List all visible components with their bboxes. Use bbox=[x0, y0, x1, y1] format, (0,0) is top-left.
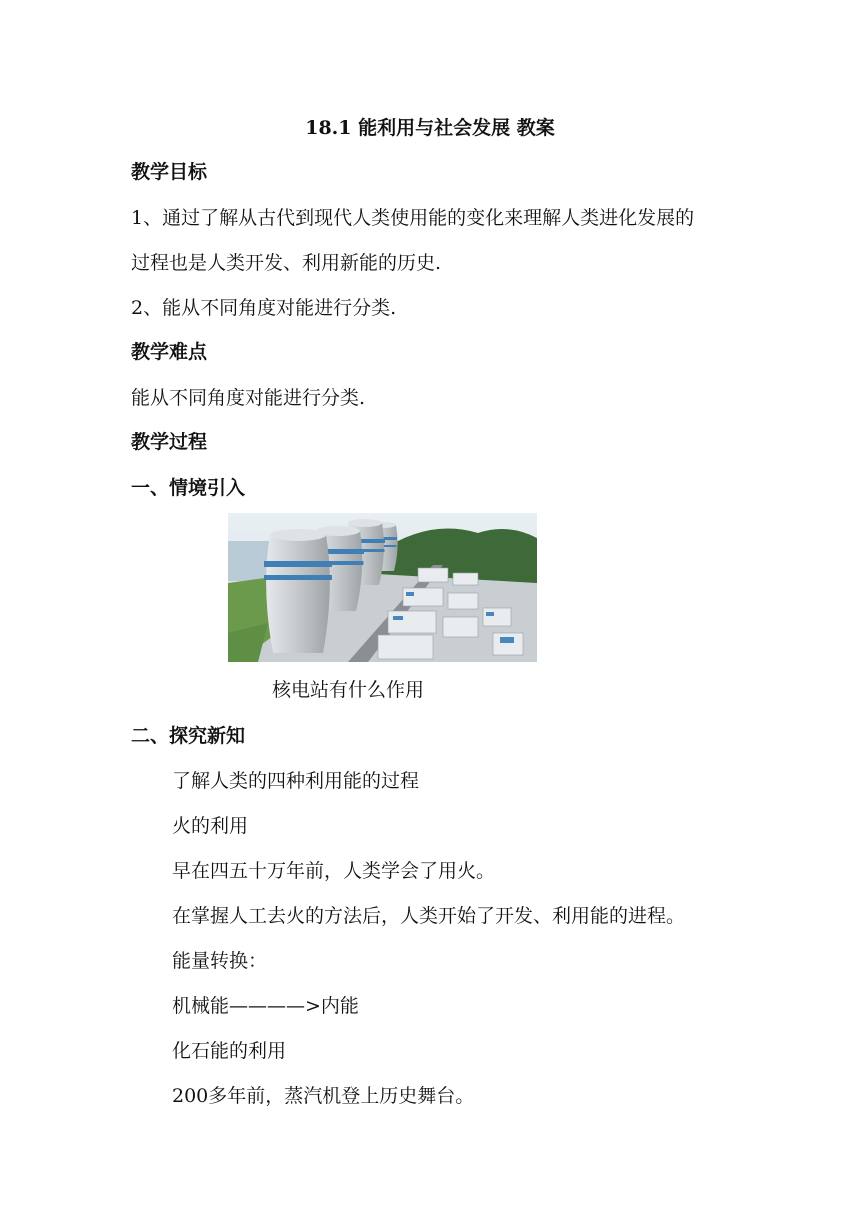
paragraph: 在掌握人工去火的方法后，人类开始了开发、利用能的进程。 bbox=[172, 905, 686, 927]
paragraph: 能量转换： bbox=[172, 950, 268, 972]
difficulty-heading: 教学难点 bbox=[131, 341, 208, 363]
objective-2: 2、能从不同角度对能进行分类. bbox=[131, 297, 397, 319]
difficulty-text: 能从不同角度对能进行分类. bbox=[131, 387, 366, 409]
paragraph: 火的利用 bbox=[172, 815, 249, 837]
part1-heading: 一、情境引入 bbox=[131, 477, 246, 499]
objective-1-line1: 1、通过了解从古代到现代人类使用能的变化来理解人类进化发展的 bbox=[131, 207, 695, 229]
part2-heading: 二、探究新知 bbox=[131, 725, 246, 747]
paragraph: 化石能的利用 bbox=[172, 1040, 287, 1062]
objective-1-line2: 过程也是人类开发、利用新能的历史. bbox=[131, 252, 442, 274]
process-heading: 教学过程 bbox=[131, 431, 208, 453]
paragraph: 机械能————>内能 bbox=[172, 995, 359, 1017]
page-title: 18.1 能利用与社会发展 教案 bbox=[305, 117, 555, 139]
objectives-heading: 教学目标 bbox=[131, 161, 208, 183]
figure-caption: 核电站有什么作用 bbox=[272, 679, 425, 701]
nuclear-power-plant-image bbox=[228, 513, 537, 662]
paragraph: 200多年前，蒸汽机登上历史舞台。 bbox=[172, 1085, 475, 1107]
paragraph: 早在四五十万年前，人类学会了用火。 bbox=[172, 860, 496, 882]
paragraph: 了解人类的四种利用能的过程 bbox=[172, 770, 420, 792]
